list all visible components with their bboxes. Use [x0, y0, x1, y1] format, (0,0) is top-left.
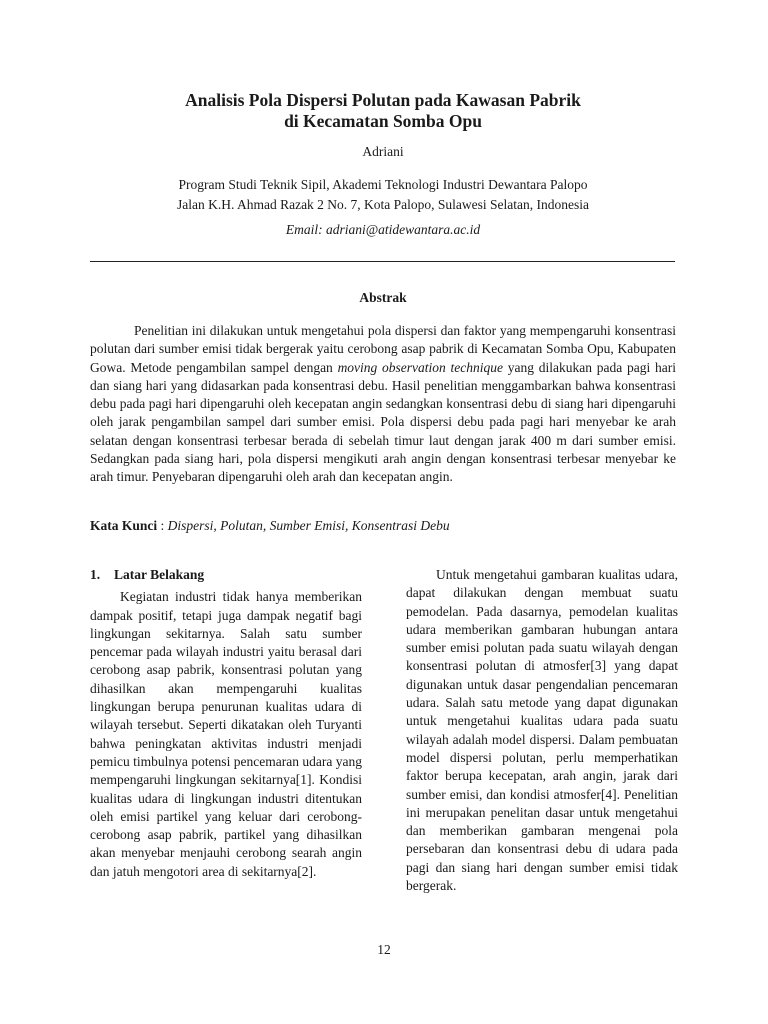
- affiliation-line-2: Jalan K.H. Ahmad Razak 2 No. 7, Kota Palopo, Sulawesi Selatan, Indonesia: [176, 197, 590, 212]
- abstract-method-term: moving observation technique: [337, 359, 504, 375]
- section-title: Latar Belakang: [114, 567, 205, 582]
- header-divider: [90, 261, 675, 262]
- column-left: [90, 566, 362, 881]
- author-email: Email: adriani@atidewantara.ac.id: [285, 222, 481, 237]
- abstract-heading: Abstrak: [359, 290, 407, 305]
- affiliation: [90, 175, 676, 215]
- keywords-label: Kata Kunci: [90, 518, 158, 533]
- column-right: [406, 566, 678, 895]
- title-line-2: di Kecamatan Somba Opu: [284, 111, 482, 131]
- affiliation-line-1: Program Studi Teknik Sipil, Akademi Teknologi Industri Dewantara Palopo: [178, 177, 588, 192]
- page-number: 12: [377, 942, 391, 957]
- keywords-values: Dispersi, Polutan, Sumber Emisi, Konsentrasi Debu: [167, 518, 450, 533]
- abstract-body: [90, 322, 676, 487]
- body-paragraph-2: Untuk mengetahui gambaran kualitas udara, dapat dilakukan dengan membuat suatu pemodelan. Pada dasarnya, pemodelan kualitas udara memberikan gambaran hubungan antara sumber emisi polutan pada suatu wilayah dengan konsentrasi polutan di atmosfer[3] yang dapat digunakan untuk dasar pengendalian pencemaran udara. Salah satu metode yang dapat digunakan untuk mengetahui kualitas udara pada suatu wilayah adalah model dispersi. Dalam pembuatan model dispersi polutan, perlu memperhatikan faktor berupa kecepatan, arah angin, jarak dari sumber emisi, dan kondisi atmosfer[4]. Penelitian ini merupakan penelitan dasar untuk mengetahui dan memberikan gambaran mengenai pola persebaran dan konsentrasi debu di udara pada pagi dan siang hari dengan sumber emisi tidak bergerak.: [406, 567, 678, 894]
- keywords: [90, 518, 676, 534]
- section-heading: [90, 566, 362, 584]
- abstract-text-part-1: Penelitian ini dilakukan untuk mengetahui pola dispersi dan faktor yang mempengaruhi konsentrasi polutan dari sumber emisi tidak bergerak yaitu cerobong asap pabrik di Kecamatan Somba Opu, Kabupaten Gowa. Metode pengambilan sampel dengan: [90, 323, 676, 375]
- title-line-1: Analisis Pola Dispersi Polutan pada Kawasan Pabrik: [185, 90, 581, 110]
- section-number: 1.: [90, 567, 101, 582]
- body-paragraph-1: Kegiatan industri tidak hanya memberikan dampak positif, tetapi juga dampak negatif bagi lingkungan sekitarnya. Salah satu sumber pencemar pada wilayah industri yaitu berasal dari cerobong asap pabrik, konsentrasi polutan yang dihasilkan akan mempengaruhi kualitas lingkungan berupa penurunan kualitas udara di wilayah tersebut. Seperti dikatakan oleh Turyanti bahwa peningkatan aktivitas industri menjadi pemicu timbulnya potensi pencemaran udara yang mempengaruhi lingkungan sekitarnya[1]. Kondisi kualitas udara di lingkungan industri ditentukan oleh emisi partikel yang keluar dari cerobong-cerobong asap pabrik, partikel yang dihasilkan akan menyebar menjauhi cerobong searah angin dan jatuh mengotori area di sekitarnya[2].: [90, 589, 362, 879]
- author-name: Adriani: [362, 144, 404, 159]
- keywords-separator: :: [157, 518, 168, 533]
- abstract-text-part-2: yang dilakukan pada pagi hari dan siang hari yang didasarkan pada konsentrasi debu. Hasil penelitian menggambarkan bahwa konsentrasi debu pada pagi hari dipengaruhi oleh kecepatan angin sedangkan konsentrasi debu di siang hari dipengaruhi oleh jarak pengambilan sampel dari sumber emisi. Pola dispersi debu pada pagi hari menyebar ke arah selatan dengan konsentrasi terbesar berada di sebelah timur laut dengan jarak 400 m dari sumber emisi. Sedangkan pada siang hari, pola dispersi mengikuti arah angin dengan konsentrasi terbesar menyebar ke arah timur. Penyebaran dipengaruhi oleh arah dan kecepatan angin.: [90, 359, 676, 485]
- paper-title: [90, 90, 676, 132]
